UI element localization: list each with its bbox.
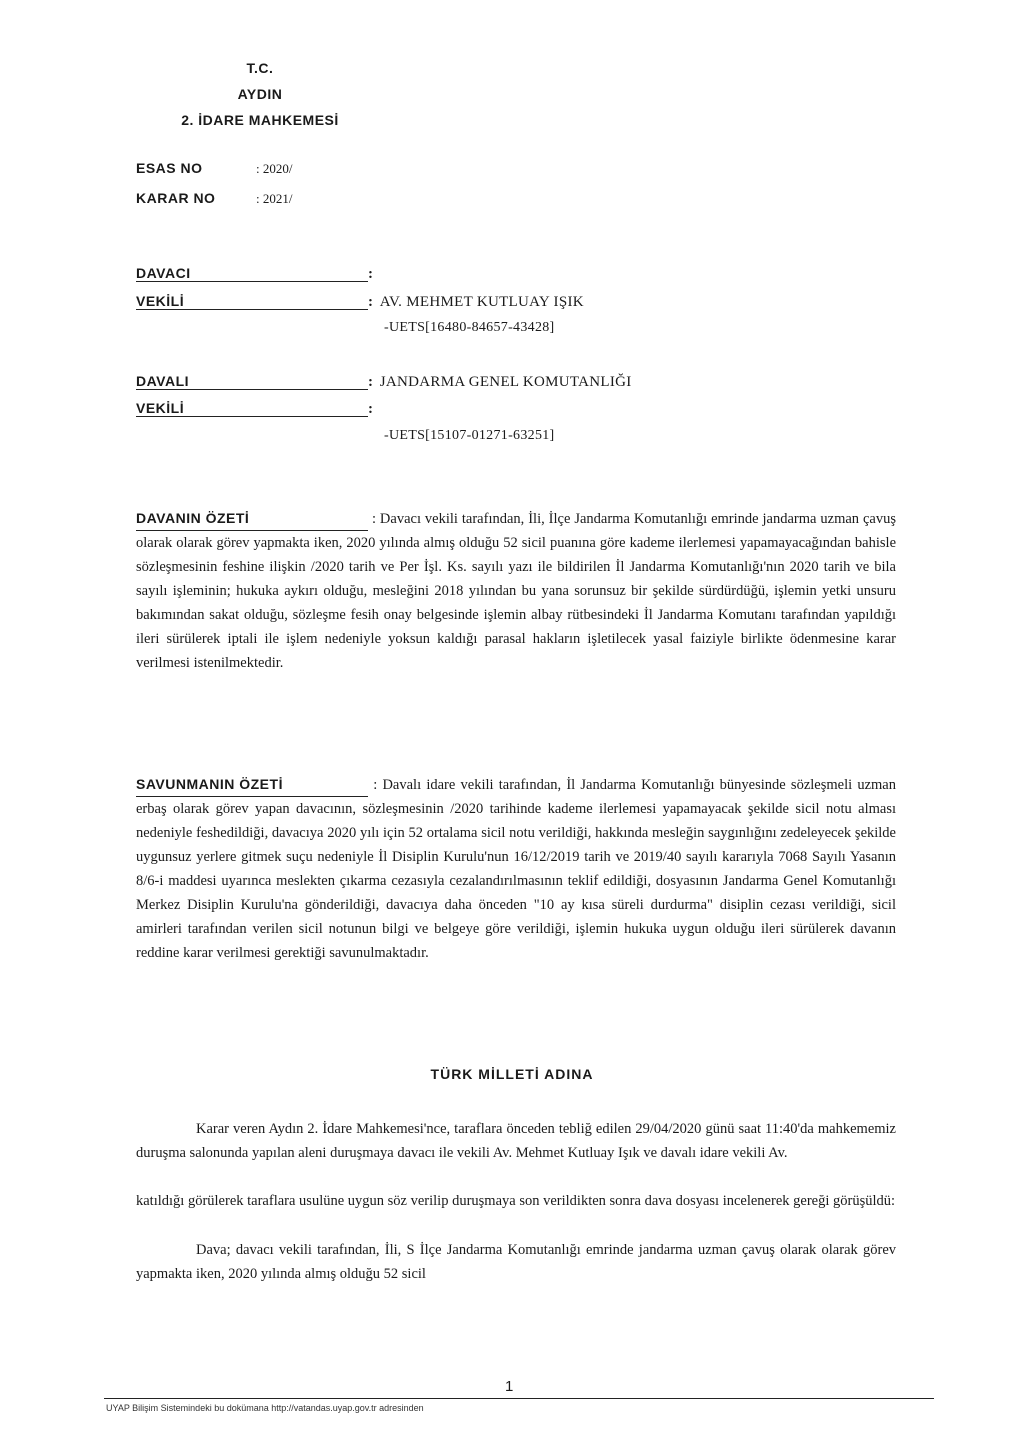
davali-value: JANDARMA GENEL KOMUTANLIĞI — [379, 374, 632, 390]
davaci-label: DAVACI — [136, 265, 368, 282]
page-number: 1 — [505, 1378, 514, 1395]
davaci-vekil-row: VEKİLİ : AV. MEHMET KUTLUAY IŞIK — [136, 293, 584, 310]
header-tc: T.C. — [246, 60, 274, 76]
davali-vekil-row: VEKİLİ : — [136, 400, 373, 417]
esas-no-label: ESAS NO — [136, 160, 203, 176]
davaci-vekil-uets: -UETS[16480-84657-43428] — [384, 320, 555, 335]
savunmanin-ozeti — [136, 772, 896, 965]
davali-vekil-label: VEKİLİ — [136, 400, 368, 417]
davali-label: DAVALI — [136, 373, 368, 390]
karar-no-label: KARAR NO — [136, 190, 216, 206]
davali-row: DAVALI : JANDARMA GENEL KOMUTANLIĞI — [136, 373, 632, 390]
header-city: AYDIN — [237, 86, 283, 102]
davanin-ozeti-text: : Davacı vekili tarafından, İli, İlçe Jandarma Komutanlığı emrinde jandarma uzman çavuş olarak olarak görev yapmakta iken, 2020 yılında almış olduğu 52 sicil puanına göre kademe ilerlemesi yapamayacağından bahisle sözleşmesinin feshine ilişkin /2020 tarih ve Per İşl. Ks. sayılı yazı ile bildirilen İl Jandarma Komutanlığı'nın 2020 tarih ve bila sayılı işleminin; hukuka aykırı olduğu, mesleğini 2018 yılından bu yana sorunsuz bir şekilde sürdürdüğü, işlemin yetki unsuru bakımından sakat olduğu, sözleşme fesih onay belgesinde işlemin albay rütbesindeki İl Jandarma Komutanı tarafından yapıldığı ileri sürülerek iptali ile işlem nedeniyle yoksun kaldığı parasal hakların işletilecek yasal faiziyle birlikte ödenmesine karar verilmesi istenilmektedir. — [136, 511, 897, 671]
savunmanin-ozeti-text: : Davalı idare vekili tarafından, İl Jandarma Komutanlığı bünyesinde sözleşmeli uzman erbaş olarak görev yapan davacının, sözleşmesinin /2020 tarihinde kademe ilerlemesi yapamayacak şekilde sicil notu alması nedeniyle feshedildiği, davacıya 2020 yılı için 52 ortalama sicil notu verildiği, hakkında mesleğin saygınlığını zedeleyecek şekilde uygunsuz yerlere gitmek suçu nedeniyle İl Disiplin Kurulu'nun 16/12/2019 tarih ve 2019/40 sayılı kararıyla 7068 Sayılı Yasanın 8/6-i maddesi uyarınca meslekten çıkarma cezasıyla cezalandırılmasının teklif edildiği, dosyasının Jandarma Genel Komutanlığı Merkez Disiplin Kurulu'na gönderildiği, davacıya daha önceden "10 ay kısa süreli durdurma" disiplin cezası verildiği, sicil amirleri tarafından verilen sicil notunun bilgi ve belgeye göre verildiği, işlemin hukuka uygun olduğu ileri sürülerek davanın reddine karar verilmesi gerektiği savunulmaktadır. — [136, 777, 896, 961]
esas-no-row — [136, 160, 292, 178]
body-paragraph-2: Dava; davacı vekili tarafından, İli, S İlçe Jandarma Komutanlığı emrinde jandarma uzman çavuş olarak olarak görev yapmakta iken, 2020 yılında almış olduğu 52 sicil — [136, 1242, 896, 1282]
body-paragraph-1: Karar veren Aydın 2. İdare Mahkemesi'nce, taraflara önceden tebliğ edilen 29/04/2020 günü saat 11:40'da mahkememiz duruşma salonunda yapılan aleni duruşmaya davacı ile vekili Av. Mehmet Kutluay Işık ve davalı idare vekili Av. — [136, 1121, 896, 1161]
karar-no-value: : 2021/ — [256, 191, 293, 206]
karar-no-row — [136, 190, 292, 208]
verdict-title: TÜRK MİLLETİ ADINA — [430, 1066, 594, 1082]
savunmanin-ozeti-label: SAVUNMANIN ÖZETİ — [136, 772, 368, 797]
davaci-vekil-value: AV. MEHMET KUTLUAY IŞIK — [379, 294, 584, 310]
esas-no-value: : 2020/ — [256, 161, 293, 176]
header-court: 2. İDARE MAHKEMESİ — [181, 112, 339, 128]
davaci-vekil-label: VEKİLİ — [136, 293, 368, 310]
footer-note: UYAP Bilişim Sistemindeki bu dokümana http://vatandas.uyap.gov.tr adresinden — [106, 1403, 424, 1413]
davali-vekil-uets: -UETS[15107-01271-63251] — [384, 428, 555, 443]
body-paragraph-1b: katıldığı görülerek taraflara usulüne uygun söz verilip duruşmaya son verildikten sonra dava dosyası incelenerek gereği görüşüldü: — [136, 1193, 896, 1209]
davanin-ozeti-label: DAVANIN ÖZETİ — [136, 506, 368, 531]
davaci-row: DAVACI : — [136, 265, 373, 282]
davanin-ozeti — [136, 506, 896, 675]
footer-divider — [104, 1398, 934, 1399]
court-header — [140, 55, 380, 133]
